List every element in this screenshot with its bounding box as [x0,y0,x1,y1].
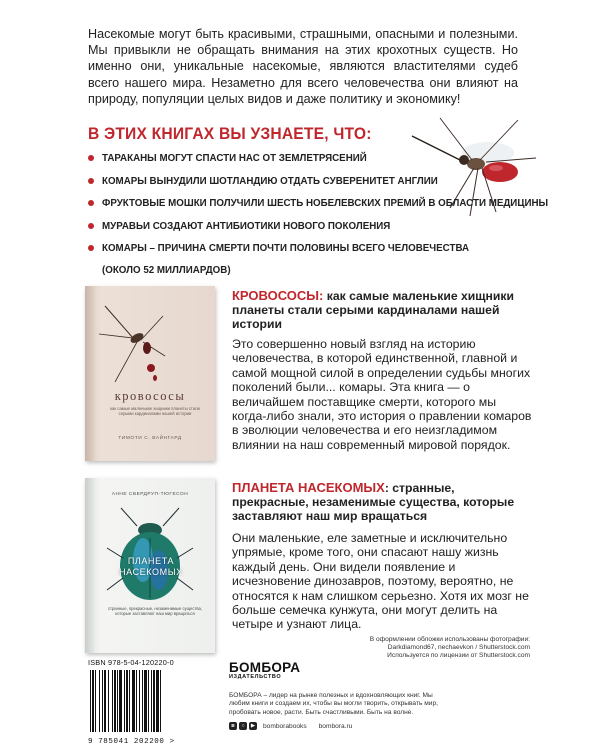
cover-subtitle: как самые маленькие хищники планеты стали серыми кардиналами нашей истории [110,406,200,417]
barcode-bar [102,670,103,732]
book-cover-krovososy [85,286,215,461]
facts-list [88,152,549,287]
barcode-bar [112,670,113,732]
vk-icon: в [229,722,237,730]
bullet-icon [88,245,94,251]
barcode-bar [124,670,125,732]
barcode-bar [156,670,159,732]
publisher-description: БОМБОРА – лидер на рынке полезных и вдохновляющих книг. Мы любим книги и создаем их, чтобы вы могли творить, открывать мир, пробовать новое, расти. Быть счастливыми. Быть на волне. [229,692,438,716]
photo-credits [348,636,530,661]
cover-author: АННЕ СВЕРДРУП-ТЮГЕСОН [111,492,189,497]
isbn-block [88,658,198,746]
barcode-bar [99,670,100,732]
barcode-bar [104,670,106,732]
fact-item: ТАРАКАНЫ МОГУТ СПАСТИ НАС ОТ ЗЕМЛЕТРЯСЕНИЙ [88,152,518,164]
bullet-icon [88,200,94,206]
cover-author: ТИМОТИ С. ВАЙНГАРД [118,436,182,441]
mosquito-cover-icon [85,286,215,461]
barcode-bar [153,670,155,732]
cover-title [115,556,187,578]
barcode [88,670,198,732]
book1-heading [232,289,528,332]
book2-heading [232,481,528,524]
book1-description: Это совершенно новый взгляд на историю человечества, в которой единственной, главной и самой мощной силой в определении судьбы многих поколений были... комары. Эта книга — о величайшем поставщике смерти, которого мы когда-либо знали, это история о правлении комаров в эволюции человечества и его неизгладимом влиянии на наш современный мировой порядок. [232,337,532,452]
barcode-bar [136,670,137,732]
barcode-bar [92,670,94,732]
barcode-bar [142,670,143,732]
youtube-icon: ▶ [250,723,256,729]
credit-line: Используется по лицензии от Shutterstock.com [387,652,530,660]
barcode-bar [151,670,152,732]
book-cover-planeta [85,478,215,653]
credit-line: Darkdiamond67, nechaevkon / Shutterstock.com [387,644,530,652]
cover-title: кровососы [114,389,186,403]
barcode-bar [90,670,91,732]
cover-subtitle: странные, прекрасные, незаменимые существа, которые заставляют наш мир вращаться [107,606,203,617]
barcode-bar [132,670,135,732]
fact-item: МУРАВЬИ СОЗДАЮТ АНТИБИОТИКИ НОВОГО ПОКОЛЕНИЯ [88,220,518,232]
intro-paragraph: Насекомые могут быть красивыми, страшными, опасными и полезными. Мы привыкли не обращать внимания на этих крохотных существ. Но именно они, уникальные насекомые, являются властителями судеб всего нашего мира. Незаметно для всего человечества они влияют на природу, популяции целых видов и даже политику и экономику! [88,27,518,106]
social-links [229,722,352,730]
bullet-icon [88,223,94,229]
barcode-bar [117,670,118,732]
publisher-name: БОМБОРА [229,660,301,675]
cover-title-line1: ПЛАНЕТА [127,556,175,566]
barcode-bar [129,670,130,732]
barcode-bar [148,670,149,732]
social-handle: bomborabooks [263,722,307,730]
book1-subtitle: как самые маленькие хищники планеты стали серыми кардиналами нашей истории [232,289,514,332]
fact-item: КОМАРЫ ВЫНУДИЛИ ШОТЛАНДИЮ ОТДАТЬ СУВЕРЕНИТЕТ АНГЛИИ [88,175,518,187]
credit-line: В оформлении обложки использованы фотографии: [369,636,530,643]
bullet-icon [88,155,94,161]
book2-description: Они маленькие, еле заметные и исключительно упрямые, кроме того, они спасают нашу жизнь каждый день. Они видели появление и исчезновение динозавров, поэтому, вероятно, не относятся к нам слишком серьезно. Хотя их мозг не больше семечка кунжута, они могут делить на четыре и узнают лица. [232,531,529,632]
fact-continuation: (ОКОЛО 52 МИЛЛИАРДОВ) [102,264,231,276]
book2-subtitle: : странные, прекрасные, незаменимые существа, которые заставляют наш мир вращаться [232,481,515,524]
bullet-icon [88,178,94,184]
barcode-bar [114,670,116,732]
barcode-bar [126,670,128,732]
barcode-digits: 9 785041 202200 > [88,738,175,746]
barcode-bar [95,670,96,732]
publisher-sub: ИЗДАТЕЛЬСТВО [229,674,282,680]
cover-title-line2: НАСЕКОМЫХ [119,567,183,577]
website: bombora.ru [318,722,353,730]
isbn-number: ISBN 978-5-04-120220-0 [88,658,174,667]
barcode-bar [160,670,161,732]
barcode-bar [119,670,122,732]
publisher-logo [229,660,300,680]
book2-title: ПЛАНЕТА НАСЕКОМЫХ [232,480,385,495]
fact-item: ФРУКТОВЫЕ МОШКИ ПОЛУЧИЛИ ШЕСТЬ НОБЕЛЕВСКИХ ПРЕМИЙ В ОБЛАСТИ МЕДИЦИНЫ [88,197,518,209]
barcode-bar [108,670,109,732]
book1-title: КРОВОСОСЫ: [232,288,324,303]
fact-item: КОМАРЫ – ПРИЧИНА СМЕРТИ ПОЧТИ ПОЛОВИНЫ ВСЕГО ЧЕЛОВЕЧЕСТВА(ОКОЛО 52 МИЛЛИАРДОВ) [88,242,518,276]
barcode-bar [139,670,140,732]
barcode-bar [144,670,147,732]
instagram-icon: ○ [239,722,247,730]
section-heading: В ЭТИХ КНИГАХ ВЫ УЗНАЕТЕ, ЧТО: [88,124,372,143]
